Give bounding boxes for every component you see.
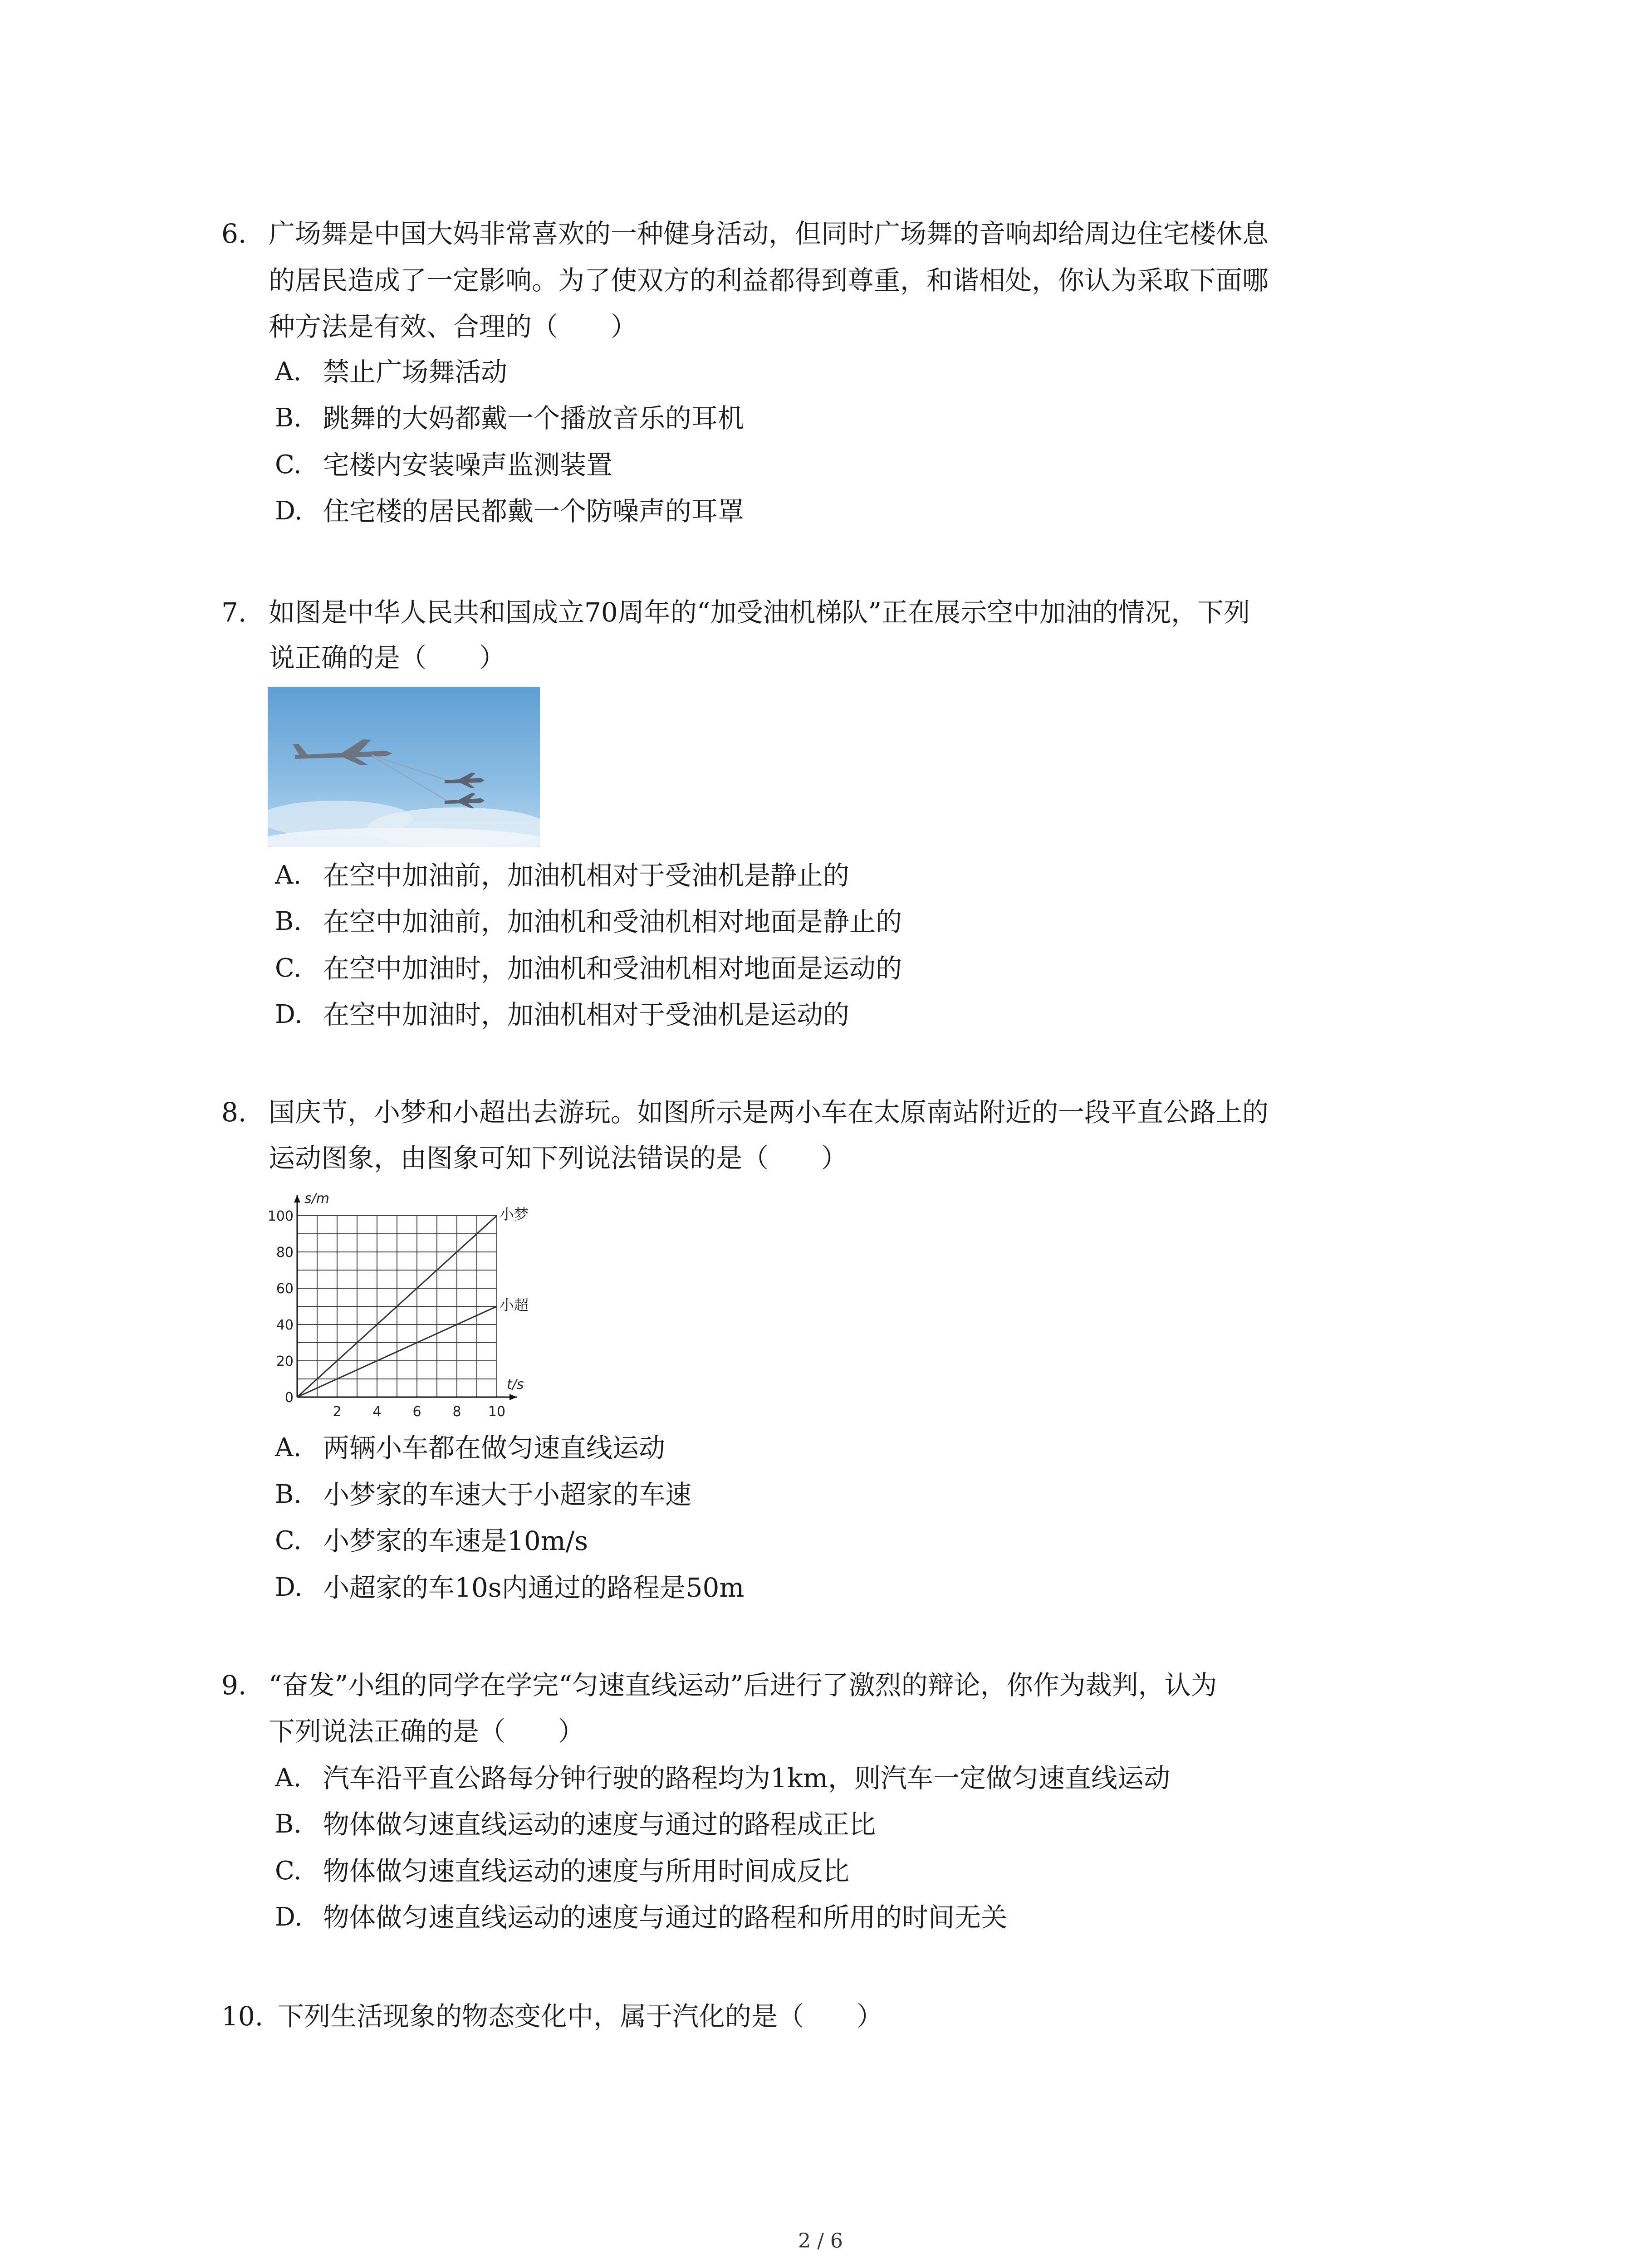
option-letter: C. — [275, 1526, 302, 1555]
question-text-line: 运动图象，由图象可知下列说法错误的是（ ） — [269, 1143, 848, 1173]
option-text: 禁止广场舞活动 — [323, 357, 508, 387]
question-number: 7. — [221, 597, 247, 628]
y-tick-label: 80 — [276, 1245, 294, 1261]
question-text-line: 下列生活现象的物态变化中，属于汽化的是（ ） — [278, 2001, 883, 2032]
y-tick-label: 20 — [276, 1354, 294, 1369]
refueling-aircraft-photo — [268, 687, 540, 847]
option-text: 物体做匀速直线运动的速度与通过的路程和所用的时间无关 — [323, 1902, 1008, 1933]
option-text: 住宅楼的居民都戴一个防噪声的耳罩 — [323, 496, 745, 527]
question-text-line: 如图是中华人民共和国成立70周年的“加受油机梯队”正在展示空中加油的情况，下列 — [269, 597, 1250, 628]
series-label: 小超 — [500, 1296, 529, 1314]
option-letter: C. — [275, 1856, 302, 1886]
option-letter: A. — [275, 357, 302, 386]
option-letter: D. — [275, 1902, 303, 1932]
option-text: 在空中加油前，加油机相对于受油机是静止的 — [323, 860, 850, 891]
question-text-line: 广场舞是中国大妈非常喜欢的一种健身活动，但同时广场舞的音响却给周边住宅楼休息 — [269, 218, 1269, 249]
y-tick-label: 0 — [284, 1390, 294, 1406]
option-letter: A. — [275, 1433, 302, 1462]
question-number: 10. — [221, 2001, 264, 2032]
option-letter: A. — [275, 860, 302, 890]
option-letter: D. — [275, 1000, 303, 1029]
x-axis-arrow — [509, 1394, 517, 1400]
option-text: 物体做匀速直线运动的速度与通过的路程成正比 — [323, 1809, 876, 1840]
question-text-line: “奋发”小组的同学在学完“匀速直线运动”后进行了激烈的辩论，你作为裁判，认为 — [269, 1670, 1217, 1701]
option-text: 物体做匀速直线运动的速度与所用时间成反比 — [323, 1856, 850, 1887]
option-text: 在空中加油前，加油机和受油机相对地面是静止的 — [323, 906, 902, 937]
question-number: 6. — [221, 218, 247, 249]
option-text: 小梦家的车速是10m/s — [323, 1525, 588, 1556]
option-letter: C. — [275, 450, 302, 479]
option-text: 宅楼内安装噪声监测装置 — [323, 450, 613, 480]
option-text: 两辆小车都在做匀速直线运动 — [323, 1432, 666, 1463]
question-text-line: 种方法是有效、合理的（ ） — [269, 311, 637, 342]
option-letter: C. — [275, 953, 302, 983]
question-text-line: 的居民造成了一定影响。为了使双方的利益都得到尊重，和谐相处，你认为采取下面哪 — [269, 265, 1269, 296]
y-axis-arrow — [294, 1195, 300, 1202]
option-letter: B. — [275, 403, 302, 433]
y-tick-label: 100 — [267, 1208, 294, 1224]
distance-time-chart — [254, 1186, 581, 1429]
series-label: 小梦 — [500, 1206, 529, 1223]
question-number: 8. — [221, 1097, 247, 1128]
x-tick-label: 6 — [412, 1404, 421, 1420]
option-text: 在空中加油时，加油机相对于受油机是运动的 — [323, 999, 850, 1030]
option-letter: D. — [275, 1573, 303, 1602]
question-number: 9. — [221, 1670, 247, 1701]
option-letter: B. — [275, 1480, 302, 1509]
page-number: 2 / 6 — [798, 2229, 843, 2253]
y-tick-label: 40 — [276, 1317, 294, 1333]
question-text-line: 下列说法正确的是（ ） — [269, 1716, 585, 1747]
y-axis-label: s/m — [304, 1191, 329, 1207]
option-text: 汽车沿平直公路每分钟行驶的路程均为1km，则汽车一定做匀速直线运动 — [323, 1763, 1171, 1794]
question-text-line: 说正确的是（ ） — [269, 642, 506, 673]
option-text: 跳舞的大妈都戴一个播放音乐的耳机 — [323, 403, 745, 434]
option-letter: B. — [275, 907, 302, 936]
x-tick-label: 2 — [333, 1404, 342, 1420]
x-tick-label: 4 — [372, 1404, 382, 1420]
x-axis-label: t/s — [507, 1377, 524, 1393]
x-tick-label: 8 — [452, 1404, 461, 1420]
y-tick-label: 60 — [276, 1281, 294, 1297]
option-text: 在空中加油时，加油机和受油机相对地面是运动的 — [323, 953, 902, 984]
option-text: 小超家的车10s内通过的路程是50m — [323, 1572, 745, 1603]
option-letter: A. — [275, 1763, 302, 1793]
question-text-line: 国庆节，小梦和小超出去游玩。如图所示是两小车在太原南站附近的一段平直公路上的 — [269, 1097, 1269, 1128]
x-tick-label: 10 — [488, 1404, 506, 1420]
option-letter: B. — [275, 1809, 302, 1839]
option-letter: D. — [275, 496, 303, 526]
option-text: 小梦家的车速大于小超家的车速 — [323, 1479, 692, 1510]
